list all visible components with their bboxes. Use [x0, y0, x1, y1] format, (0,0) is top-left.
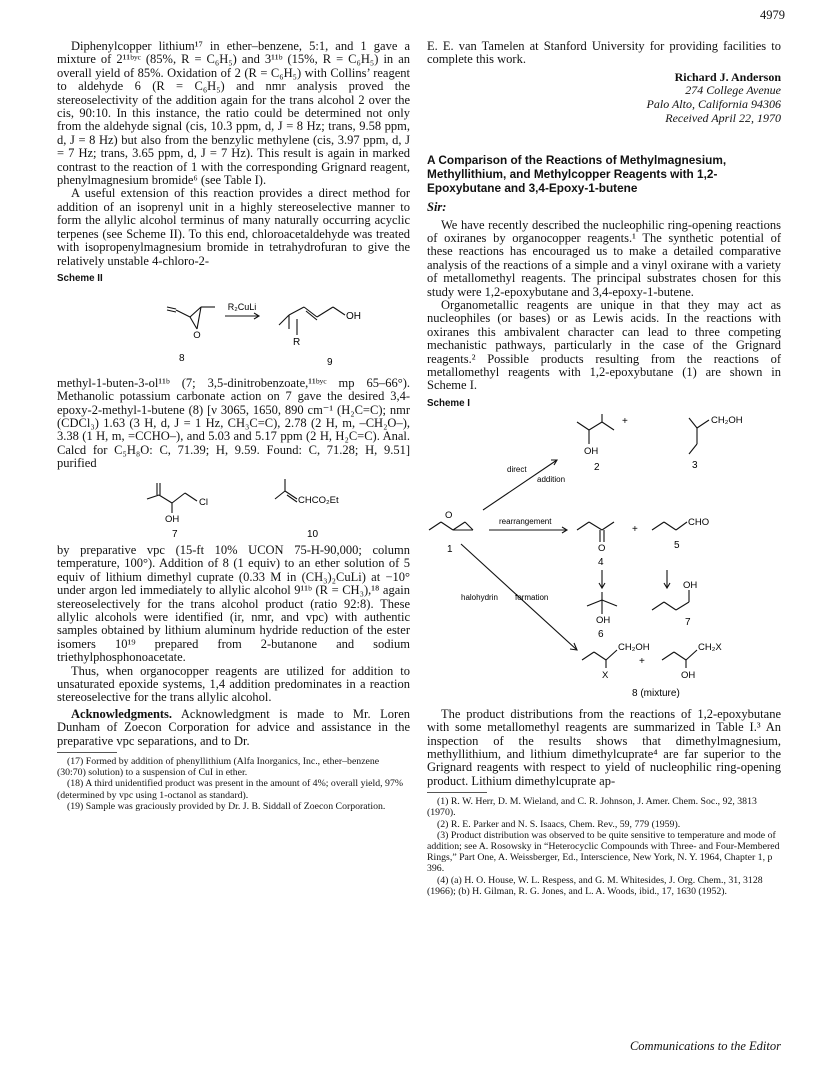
oh-label: OH: [596, 615, 611, 627]
salutation: Sir:: [427, 200, 447, 215]
bond: [465, 522, 473, 530]
oh-label: OH: [681, 669, 696, 681]
right-column: [427, 40, 781, 897]
oh-label: OH: [683, 580, 698, 592]
bond: [686, 650, 697, 660]
footnote-17: (17) Formed by addition of phenyllithium (Alfa Inorganics, Inc., ether–benzene (30:70) solution) to a suspension of CuI in ether.: [57, 756, 380, 779]
reagent-label: R₂CuLi: [227, 302, 257, 313]
left-paragraph-1: Diphenylcopper lithium¹⁷ in ether–benzene, 5:1, and 1 gave a mixture of 2¹¹ᵇʸᶜ (85%, R = C₆H₅) and 3¹¹ᵇ (15%, R = C₆H₅) in an overall yield of 85%. Oxidation of 2 (R = C₆H₅) with Collins’ reagent to aldehyde 6 (R = C₆H₅) and nmr analysis proved the stereoselectivity of the addition again for the trans alcohol 2 over the cis, 90:10. In this instance, the ratio could be determined not only from the aldehyde signal (cis, 10.3 ppm, d, J = 8 Hz; trans, 9.58 ppm, d, J = 8 Hz) but also from the benzylic methylene (cis, 3.97 ppm, d, J = 7 Hz; trans, 3.65 ppm, d, J = 7 Hz). This result is again in marked contrast to the reaction of 1 with the corresponding Grignard reagent, phenylmagnesium bromide⁶ (see Table I).: [57, 39, 410, 188]
acknowledgments: [57, 708, 410, 748]
oh-label: OH: [165, 513, 180, 525]
bond: [589, 522, 602, 530]
bond: [674, 652, 686, 660]
address-line-1: 274 College Avenue: [685, 83, 781, 98]
compound-9-number: 9: [327, 357, 333, 369]
x-label: X: [602, 669, 609, 681]
compound-3-number: 3: [692, 460, 698, 472]
bond: [602, 422, 614, 430]
bond: [689, 418, 697, 428]
bond: [697, 420, 709, 428]
address-line-2: Palo Alto, California 94306: [646, 97, 781, 111]
compound-1-number: 1: [447, 544, 453, 556]
compound-7-number: 7: [172, 528, 178, 540]
bond: [317, 307, 333, 317]
oh-label: OH: [346, 311, 361, 323]
bond: [289, 307, 304, 315]
halohydrin-label: halohydrin: [461, 593, 498, 603]
right-paragraph-1: We have recently described the nucleophilic ring-opening reactions of oxiranes by organocopper reagents.¹ The synthetic potential of these reactions has encouraged us to make a detailed comparative analysis of the reactions of a simple and a vinyl oxirane with a variety of metallomethyl reagents. The principal substrates chosen for this study were 1,2-epoxybutane and 3,4-epoxy-1-butene.: [427, 217, 781, 299]
scheme-2-label: Scheme II: [57, 272, 103, 284]
bond: [441, 522, 453, 530]
compound-4-number: 4: [598, 557, 604, 569]
signature-block: [427, 71, 781, 125]
compound-7-number: 7: [685, 617, 691, 629]
bond: [429, 522, 441, 530]
compound-6-number: 6: [598, 629, 604, 641]
plus-sign: +: [639, 656, 645, 668]
bond: [304, 307, 317, 317]
left-paragraph-5: Thus, when organocopper reagents are utilized for addition to unsaturated epoxide systems, 1,4 addition predominates in a reaction stereoselective for the trans allylic alcohol.: [57, 663, 410, 705]
ester-label: CHCO₂Et: [298, 494, 339, 506]
ch2oh-label: CH₂OH: [711, 415, 743, 427]
bond: [577, 422, 589, 430]
compound-5-number: 5: [674, 540, 680, 552]
left-paragraph-3: methyl-1-buten-3-ol¹¹ᵇ (7; 3,5-dinitrobenzoate,¹¹ᵇʸᶜ mp 65–66°). Methanolic potassium carbonate action on 7 gave the desired 3,4-epoxy-2-methyl-1-butene (8) [ν 3065, 1650, 890 cm⁻¹ (H₂C=C); nmr (CDCl₃) 1.63 (3 H, d, J = 1 Hz, CH₃C=C), 2.78 (2 H, m, –CH₂O–), 3.38 (1 H, m, =CCHO–), and 5.03 and 5.17 ppm (2 H, H₂C=C). Anal. Calcd for C₅H₈O: C, 71.39; H, 9.59. Found: C, 71.28; H, 9.51] purified: [57, 375, 410, 471]
journal-section-footer: Communications to the Editor: [629, 1039, 781, 1053]
right-footnotes: [427, 796, 781, 897]
bond: [279, 315, 289, 325]
bond: [176, 310, 190, 317]
right-paragraph-3: The product distributions from the reactions of 1,2-epoxybutane with some metallomethyl reagents are summarized in Table I.³ An inspection of the results shows that dimethylmagnesium, methyllithium, and lithium dimethylcuprate⁴ are far superior to the Grignard reagents with respect to yield of nucleophilic ring-opening product. Lithium dimethylcuprate ap-: [427, 706, 781, 788]
compound-8-number: 8 (mixture): [632, 687, 680, 699]
bond: [167, 307, 176, 309]
left-paragraph-2: A useful extension of this reaction provides a direct method for addition of an isoprenyl unit in a highly stereoselective manner to form the allylic alcohol terminus of many naturally occurring acyclic terpenes (see Scheme II). To this end, chloroacetaldehyde was treated with isopropenylmagnesium bromide in tetrahydrofuran to give the relatively unstable 4-chloro-2-: [57, 186, 410, 268]
scheme-1-label: Scheme I: [427, 397, 471, 409]
bond: [190, 317, 197, 329]
bond: [587, 600, 602, 606]
ch2oh-label: CH₂OH: [618, 642, 650, 654]
structures-7-10: [57, 471, 410, 541]
scheme-1-lower-labels: [427, 670, 781, 704]
bond: [167, 310, 176, 312]
footnote-19: (19) Sample was graciously provided by Dr. J. B. Siddall of Zoecon Corporation.: [67, 800, 386, 812]
bond: [582, 652, 594, 660]
bond: [652, 602, 664, 610]
bond: [577, 522, 589, 530]
bond: [594, 652, 606, 660]
bond: [652, 522, 664, 530]
scheme-2-figure: [57, 285, 410, 373]
scheme-1-figure: [427, 410, 781, 672]
left-paragraph-4: by preparative vpc (15-ft 10% UCON 75-H-90,000; column temperature, 100°). Addition of 8 (1 equiv) to an ether solution of 5 equiv of lithium dimethyl cuprate (0.33 M in (CH₃)₂CuLi) at −10° under argon led immediately to allylic alcohol 9¹¹ᵇ (R = CH₃),¹⁸ again stereoselectively for the trans alcohol product (ratio 92:8). These allylic alcohols were identified (ir, nmr, and vpc) with authentic samples obtained by lithium aluminum hydride reduction of the ester isomers 10¹⁹ prepared from 2-butanone and sodium triethylphosphonoacetate.: [57, 542, 410, 665]
bond: [185, 493, 197, 501]
r-label: R: [293, 337, 301, 349]
scheme-1-lower: [427, 670, 781, 704]
direct-label: direct: [507, 465, 527, 475]
bond: [589, 422, 602, 430]
footnote-18: (18) A third unidentified product was present in the amount of 4%; overall yield, 97% (determined by vpc using 1-octanol as standard).: [57, 778, 404, 801]
bond: [664, 602, 676, 610]
bond: [664, 522, 676, 530]
ack-heading: Acknowledgments.: [71, 706, 173, 721]
bond: [676, 602, 689, 610]
plus-sign: +: [622, 416, 628, 428]
bond: [172, 493, 185, 503]
cl-label: Cl: [199, 496, 208, 508]
addition-label: addition: [537, 475, 566, 485]
oxygen-label: O: [445, 510, 453, 522]
received-date: Received April 22, 1970: [665, 110, 781, 125]
right-paragraph-2: Organometallic reagents are unique in that they may act as nucleophiles (or bases) or as Lewis acids. In the reactions with oxiranes this ambivalent character can lead to three competing mechanistic pathways, particularly in the case of the Grignard reagents.² Possible products resulting from the reactions of metallomethyl reagents with 1,2-epoxybutane (1) are shown in Scheme I.: [427, 298, 781, 393]
bond: [333, 307, 345, 315]
ch2x-label: CH₂X: [698, 642, 722, 654]
bond: [453, 522, 465, 530]
footnote-separator: [57, 752, 117, 753]
formation-label: formation: [515, 593, 549, 603]
footnote-2: (2) R. E. Parker and N. S. Isaacs, Chem. Rev., 59, 779 (1959).: [437, 818, 681, 830]
left-column: [57, 40, 410, 812]
compound-2-number: 2: [594, 462, 600, 474]
footnote-1: (1) R. W. Herr, D. M. Wieland, and C. R. Johnson, J. Amer. Chem. Soc., 92, 3813 (1970).: [427, 796, 757, 819]
plus-sign: +: [632, 524, 638, 536]
bond: [689, 444, 697, 454]
bond: [147, 495, 159, 499]
bond: [662, 652, 674, 660]
article-title: A Comparison of the Reactions of Methylmagnesium, Methyllithium, and Methylcopper Reagents with 1,2-Epoxybutane and 3,4-Epoxy-1-butene: [427, 153, 727, 196]
oxygen-label: O: [193, 330, 201, 342]
footnote-separator: [427, 792, 487, 793]
footnote-4: (4) (a) H. O. House, W. L. Respess, and G. M. Whitesides, J. Org. Chem., 31, 3128 (1966); (b) H. Gilman, R. G. Jones, and L. A. Woods, ibid., 17, 1630 (1952).: [427, 874, 763, 897]
author-name: Richard J. Anderson: [674, 69, 781, 84]
bond: [275, 491, 285, 499]
bond: [602, 522, 614, 530]
ketone-oxygen-label: O: [598, 543, 606, 555]
right-paragraph-0: E. E. van Tamelen at Stanford University for providing facilities to complete this work.: [427, 39, 781, 67]
oh-label: OH: [584, 446, 599, 458]
bond: [159, 495, 172, 503]
bond: [606, 650, 617, 660]
compound-10-number: 10: [307, 528, 319, 540]
rearrangement-label: rearrangement: [499, 517, 552, 527]
bond: [676, 522, 687, 530]
left-footnotes: [57, 756, 410, 812]
ack-text: Acknowledgment is made to Mr. Loren Dunham of Zoecon Corporation for advice and assistance in the preparative vpc separations, and to Dr.: [57, 706, 410, 748]
cho-label: CHO: [688, 517, 710, 529]
page-number: 4979: [760, 8, 785, 22]
compound-8-number: 8: [179, 353, 185, 365]
footnote-3: (3) Product distribution was observed to be quite sensitive to temperature and mode of addition; see A. Rosowsky in “Heterocyclic Compounds with Three- and Four-Membered Rings,” Part One, A. Weissberger, Ed., Interscience, New York, N. Y. 1964, Chapter 1, p 396.: [427, 829, 780, 875]
bond: [602, 600, 617, 606]
